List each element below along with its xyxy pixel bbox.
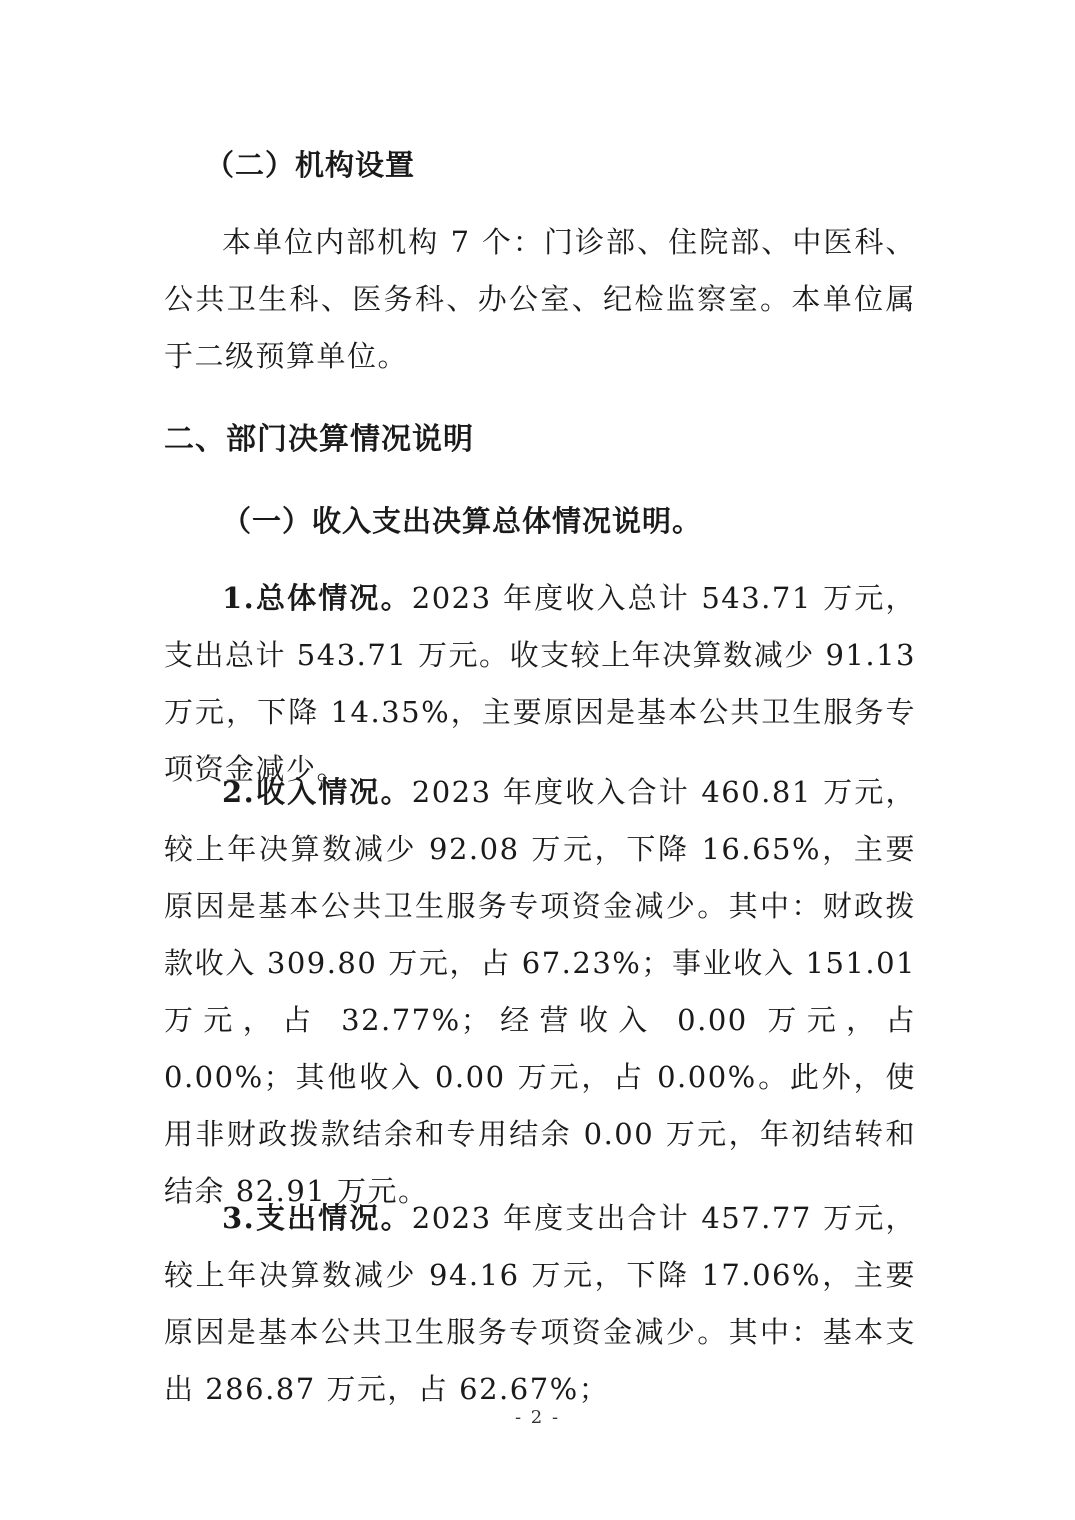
overall-body: 2023 年度收入总计 543.71 万元，支出总计 543.71 万元。收支较上年决算数减少 91.13 万元，下降 14.35%，主要原因是基本公共卫生服务专项资金减少。: [164, 581, 916, 786]
expense-lead: 3.支出情况。: [222, 1201, 412, 1235]
income-body: 2023 年度收入合计 460.81 万元，较上年决算数减少 92.08 万元，下降 16.65%，主要原因是基本公共卫生服务专项资金减少。其中：财政拨款收入 309.80 万元，占 67.23%；事业收入 151.01 万元，占 32.77%；经营收入 0.00 万元，占 0.00%；其他收入 0.00 万元，占 0.00%。此外，使用非财政拨款结余和专用结余 0.00 万元，年初结转和结余 82.91 万元。: [164, 775, 916, 1208]
income-paragraph: [164, 764, 916, 1220]
overall-lead: 1.总体情况。: [222, 581, 412, 615]
section-org-body: 本单位内部机构 7 个：门诊部、住院部、中医科、公共卫生科、医务科、办公室、纪检监察室。本单位属于二级预算单位。: [164, 225, 916, 373]
expense-paragraph: [164, 1190, 916, 1418]
section-two-heading: 二、部门决算情况说明: [164, 422, 474, 457]
section-org-heading: （二）机构设置: [205, 148, 416, 182]
income-lead: 2.收入情况。: [222, 775, 412, 809]
page-number: - 2 -: [514, 1407, 561, 1428]
section-two-subheading: （一）收入支出决算总体情况说明。: [222, 504, 703, 538]
section-org-paragraph: [164, 214, 916, 385]
expense-body: 2023 年度支出合计 457.77 万元，较上年决算数减少 94.16 万元，下降 17.06%，主要原因是基本公共卫生服务专项资金减少。其中：基本支出 286.87 万元，占 62.67%；: [164, 1201, 916, 1406]
